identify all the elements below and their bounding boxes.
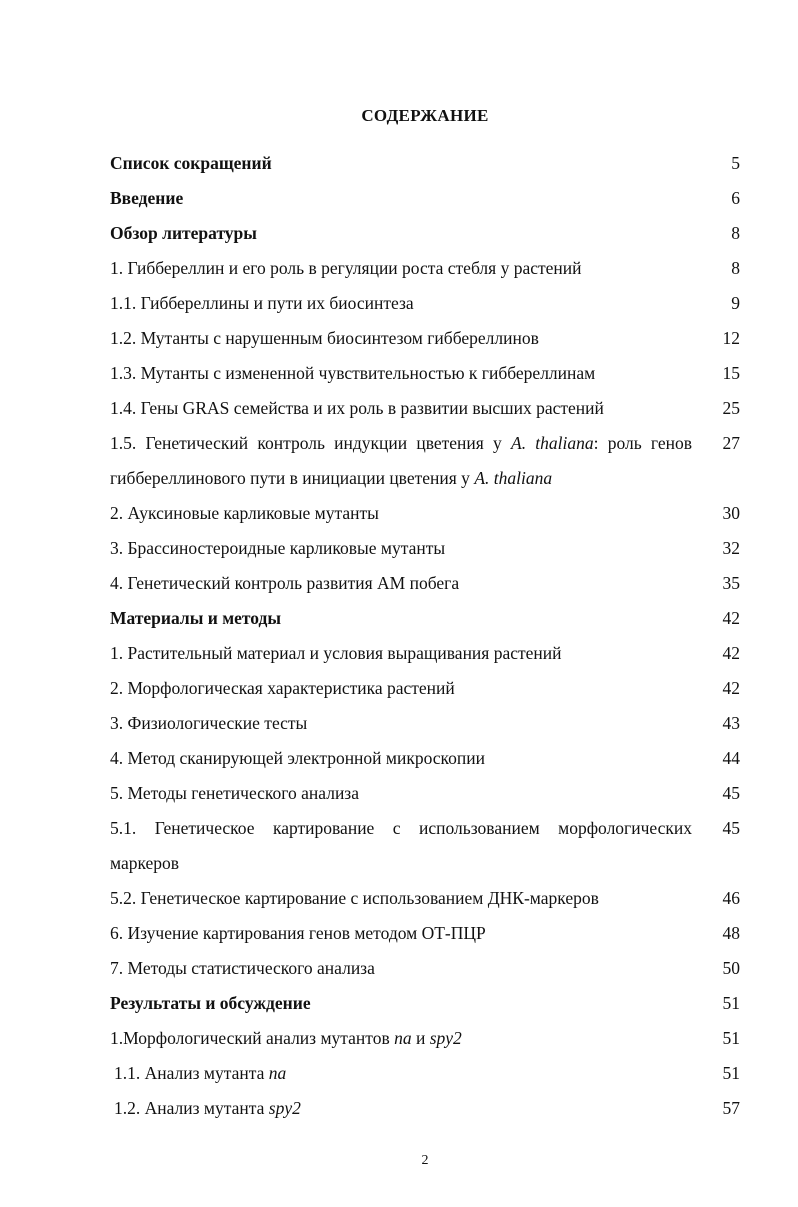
toc-entry-title: 1.2. Мутанты с нарушенным биосинтезом гиббереллинов xyxy=(110,328,539,348)
page-title: СОДЕРЖАНИЕ xyxy=(361,106,489,125)
toc-entry-page: 43 xyxy=(722,713,740,733)
toc-entry xyxy=(110,706,740,741)
toc-entry-title: 4. Генетический контроль развития АМ побега xyxy=(110,573,460,593)
toc-entry xyxy=(110,636,740,671)
toc-entry-page: 6 xyxy=(731,188,740,208)
toc-entry-title: 3. Брассиностероидные карликовые мутанты xyxy=(110,538,446,558)
toc-entry-title: 1.5. Генетический контроль индукции цветения у A. thaliana: роль генов гиббереллинового пути в инициации цветения у A. thaliana xyxy=(110,433,692,488)
toc-entry-title: 6. Изучение картирования генов методом ОТ-ПЦР xyxy=(110,923,486,943)
toc-entry-page: 9 xyxy=(731,293,740,313)
toc-entry-title: Введение xyxy=(110,188,184,208)
toc-entry-page: 25 xyxy=(722,398,740,418)
toc-entry xyxy=(110,1091,740,1126)
toc-entry-page: 57 xyxy=(722,1098,740,1118)
toc-entry-title: 3. Физиологические тесты xyxy=(110,713,308,733)
toc-entry-page: 46 xyxy=(722,888,740,908)
toc-entry-title: 5.1. Генетическое картирование с использованием морфологических маркеров xyxy=(110,818,692,873)
toc-entry xyxy=(110,1056,740,1091)
toc-entry xyxy=(110,566,740,601)
toc-entry xyxy=(110,986,740,1021)
toc-entry xyxy=(110,881,740,916)
toc-entry-page: 45 xyxy=(722,783,740,803)
toc-entry-page: 5 xyxy=(731,153,740,173)
toc-entry xyxy=(110,951,740,986)
toc-entry xyxy=(110,146,740,181)
toc-entry-page: 8 xyxy=(731,258,740,278)
toc-entry xyxy=(110,216,740,251)
toc-entry-title: 1.1. Анализ мутанта na xyxy=(114,1063,287,1083)
toc-entry-title: 5.2. Генетическое картирование с использованием ДНК-маркеров xyxy=(110,888,599,908)
toc-entry-title: 1.Морфологический анализ мутантов na и spy2 xyxy=(110,1028,462,1048)
table-of-contents xyxy=(110,146,740,1126)
toc-entry-page: 35 xyxy=(722,573,740,593)
page-number: 2 xyxy=(421,1153,429,1168)
toc-entry-page: 48 xyxy=(722,923,740,943)
toc-entry xyxy=(110,286,740,321)
toc-entry-page: 12 xyxy=(722,328,740,348)
toc-entry-page: 15 xyxy=(722,363,740,383)
toc-entry xyxy=(110,601,740,636)
toc-entry-title: 1. Гиббереллин и его роль в регуляции роста стебля у растений xyxy=(110,258,582,278)
toc-entry-page: 45 xyxy=(722,818,740,838)
toc-entry-title: 1.1. Гиббереллины и пути их биосинтеза xyxy=(110,293,414,313)
toc-entry xyxy=(110,531,740,566)
toc-entry xyxy=(110,671,740,706)
toc-entry-page: 27 xyxy=(722,433,740,453)
toc-entry-page: 51 xyxy=(722,1028,740,1048)
toc-entry-title: 1. Растительный материал и условия выращивания растений xyxy=(110,643,562,663)
toc-entry xyxy=(110,181,740,216)
toc-entry-title: 5. Методы генетического анализа xyxy=(110,783,359,803)
toc-entry-page: 42 xyxy=(722,608,740,628)
toc-entry-title: 1.2. Анализ мутанта spy2 xyxy=(114,1098,301,1118)
toc-entry xyxy=(110,391,740,426)
toc-entry-title: Результаты и обсуждение xyxy=(110,993,311,1013)
toc-entry-page: 32 xyxy=(722,538,740,558)
toc-entry-page: 51 xyxy=(722,1063,740,1083)
toc-entry xyxy=(110,776,740,811)
toc-entry-title: 4. Метод сканирующей электронной микроскопии xyxy=(110,748,486,768)
toc-entry xyxy=(110,496,740,531)
toc-entry-title: 2. Ауксиновые карликовые мутанты xyxy=(110,503,379,523)
toc-entry xyxy=(110,741,740,776)
toc-entry-title: Материалы и методы xyxy=(110,608,282,628)
toc-entry xyxy=(110,916,740,951)
toc-entry-page: 42 xyxy=(722,678,740,698)
toc-entry-title: Список сокращений xyxy=(110,153,272,173)
toc-entry-title: 1.3. Мутанты с измененной чувствительностью к гиббереллинам xyxy=(110,363,596,383)
toc-entry-title: 7. Методы статистического анализа xyxy=(110,958,375,978)
toc-entry xyxy=(110,811,740,881)
toc-entry-page: 30 xyxy=(722,503,740,523)
toc-entry-title: Обзор литературы xyxy=(110,223,257,243)
toc-entry xyxy=(110,1021,740,1056)
toc-entry-page: 50 xyxy=(722,958,740,978)
toc-entry-page: 44 xyxy=(722,748,740,768)
toc-entry-title: 2. Морфологическая характеристика растений xyxy=(110,678,455,698)
toc-entry-page: 51 xyxy=(722,993,740,1013)
toc-entry xyxy=(110,426,740,496)
toc-entry xyxy=(110,356,740,391)
toc-entry-title: 1.4. Гены GRAS семейства и их роль в развитии высших растений xyxy=(110,398,604,418)
toc-entry xyxy=(110,251,740,286)
toc-entry xyxy=(110,321,740,356)
toc-entry-page: 42 xyxy=(722,643,740,663)
toc-entry-page: 8 xyxy=(731,223,740,243)
